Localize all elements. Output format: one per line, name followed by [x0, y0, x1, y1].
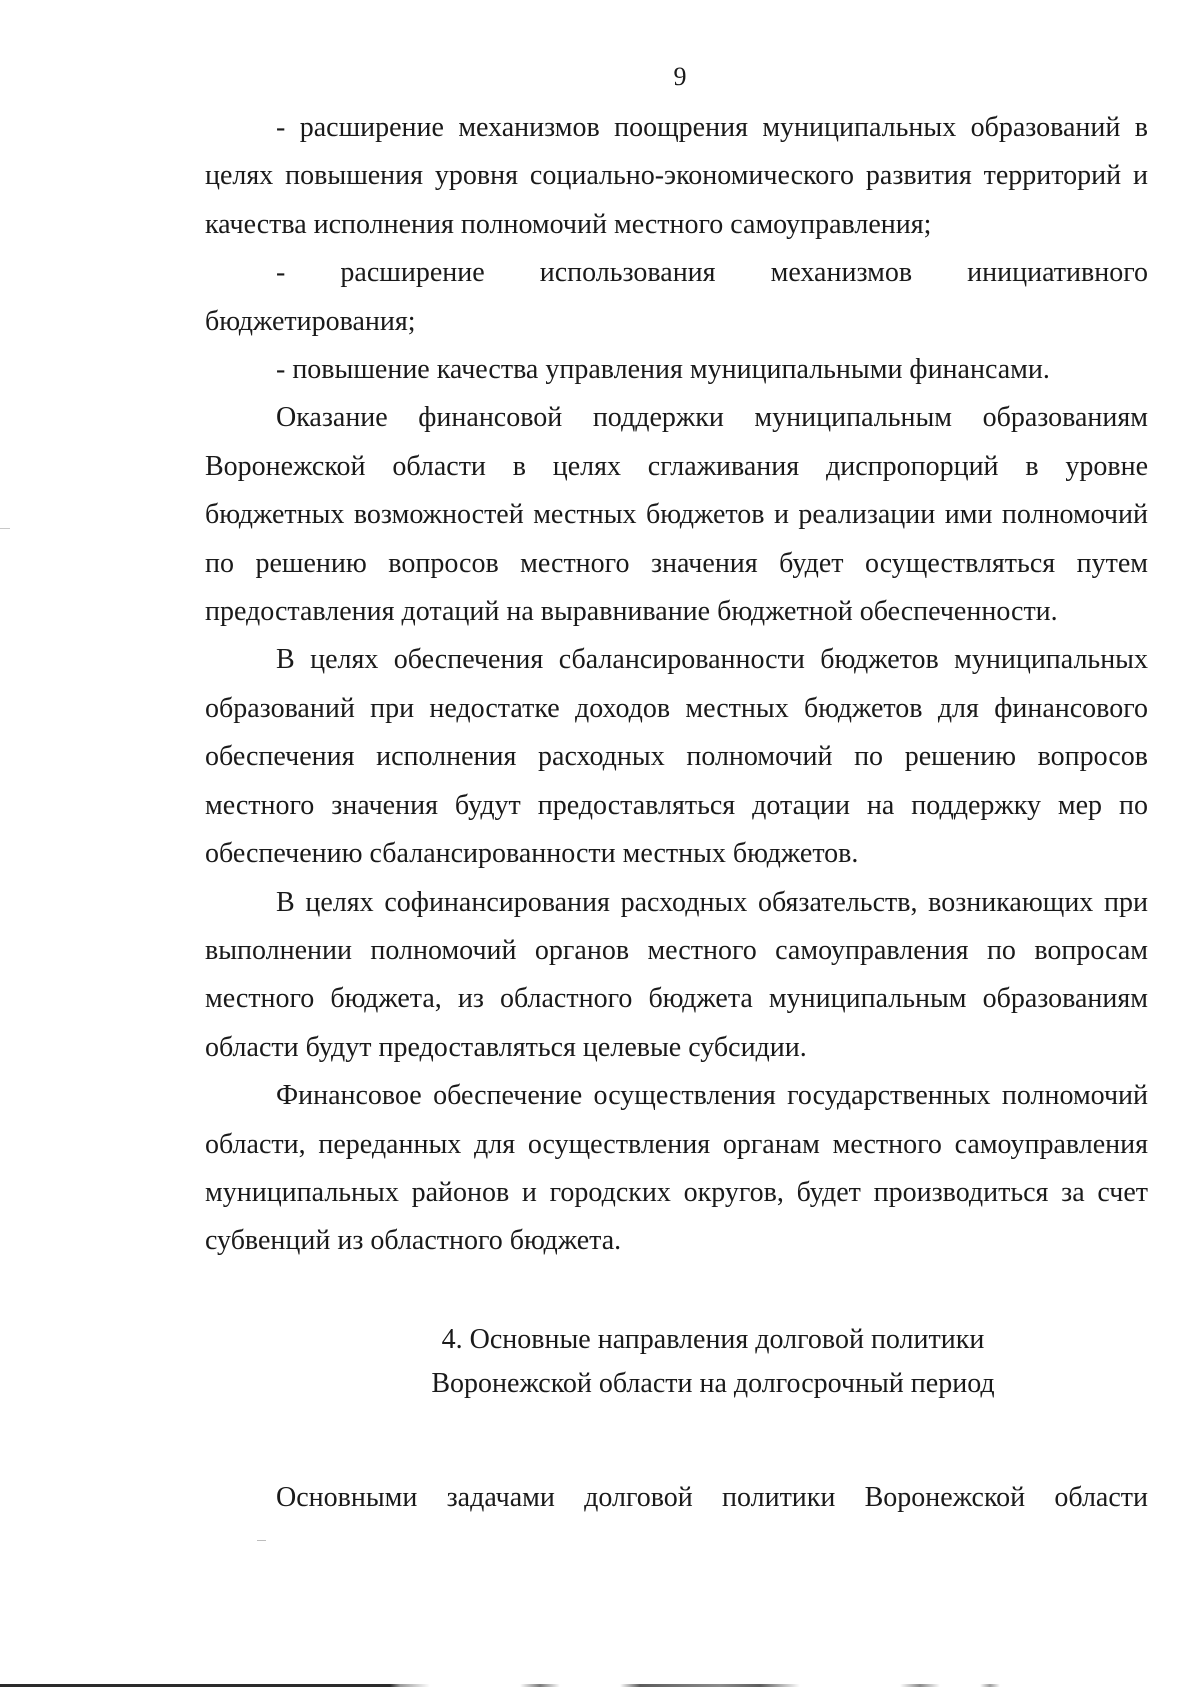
scan-bottom-edge: [0, 1684, 1200, 1687]
paragraph-subventions: Финансовое обеспечение осуществления государственных полномочий области, переданных для осуществления органам местного самоуправления муниципальных районов и городских округов, будет производиться за счет субвенций из областного бюджета.: [205, 1080, 1148, 1257]
paragraph-bullet-2: - расширение использования механизмов инициативного бюджетирования;: [205, 257, 1148, 337]
section-heading-line-1: 4. Основные направления долговой политики: [441, 1324, 985, 1355]
paragraph-balance: В целях обеспечения сбалансированности бюджетов муниципальных образований при недостатке доходов местных бюджетов для финансового обеспечения исполнения расходных полномочий по решению вопросов местного значения будут предоставляться дотации на поддержку мер по обеспечению сбалансированности местных бюджетов.: [205, 644, 1148, 870]
page-number: 9: [673, 62, 687, 91]
section-heading: [205, 1318, 1200, 1406]
section-heading-line-2: Воронежской области на долгосрочный период: [431, 1368, 995, 1399]
paragraph-bullet-1: - расширение механизмов поощрения муниципальных образований в целях повышения уровня социально-экономического развития территорий и качества исполнения полномочий местного самоуправления;: [205, 112, 1148, 240]
paragraph-financial-support: Оказание финансовой поддержки муниципальным образованиям Воронежской области в целях сглаживания диспропорций в уровне бюджетных возможностей местных бюджетов и реализации ими полномочий по решению вопросов местного значения будет осуществляться путем предоставления дотаций на выравнивание бюджетной обеспеченности.: [205, 402, 1148, 628]
document-body: [205, 104, 1148, 1266]
scan-mark: [0, 528, 10, 529]
paragraph-debt-policy-start: Основными задачами долговой политики Воронежской области: [276, 1482, 1148, 1513]
paragraph-cofinancing: В целях софинансирования расходных обязательств, возникающих при выполнении полномочий органов местного самоуправления по вопросам местного бюджета, из областного бюджета муниципальным образованиям области будут предоставляться целевые субсидии.: [205, 886, 1148, 1063]
paragraph-bullet-3: - повышение качества управления муниципальными финансами.: [276, 354, 1050, 386]
scan-mark: [257, 1540, 266, 1541]
